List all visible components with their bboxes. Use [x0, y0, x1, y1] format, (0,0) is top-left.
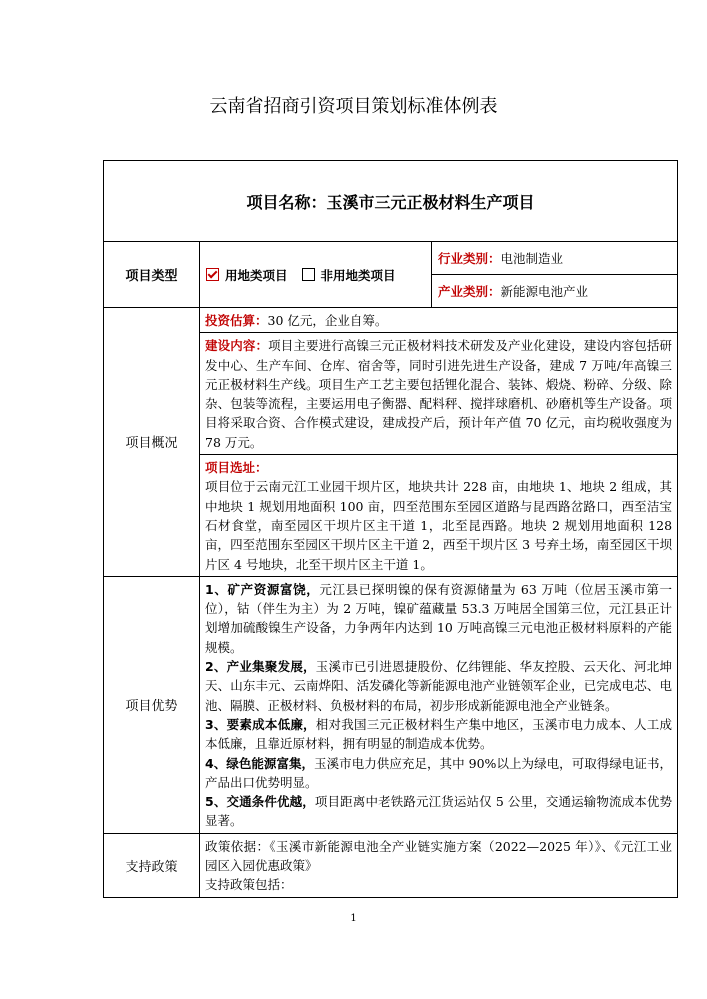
advantage-text: 玉溪市电力供应充足，其中 90%以上为绿电，可取得绿电证书，产品出口优势明显。 — [205, 755, 673, 790]
advantage-heading: 4、绿色能源富集， — [205, 755, 315, 771]
investment-value: 30 亿元，企业自筹。 — [267, 313, 388, 328]
project-site — [200, 455, 678, 577]
advantage-item — [205, 792, 672, 831]
sector-category — [432, 275, 678, 308]
sector-category-value: 新能源电池产业 — [500, 284, 589, 299]
project-name: 项目名称：玉溪市三元正极材料生产项目 — [104, 161, 678, 242]
site-value: 项目位于云南元江工业园干坝片区，地块共计 228 亩，由地块 1、地块 2 组成，其中地块 1 规划用地面积 100 亩，四至范围东至园区道路与昆西路岔路口，西至洁宝石材食堂，南至园区干坝片区主干道 1，北至昆西路。地块 2 规划用地面积 128 亩，四至范围东至园区干坝片区主干道 2，西至干坝片区 3 号弃土场，南至园区干坝片区 4 号地块，北至干坝片区主干道 1。 — [205, 479, 673, 572]
advantages-label: 项目优势 — [104, 576, 200, 833]
policy-support: 支持政策包括： — [205, 877, 293, 893]
industry-category — [432, 242, 678, 275]
page-number: 1 — [350, 913, 357, 924]
advantage-text: 项目距离中老铁路元江货运站仅 5 公里，交通运输物流成本优势显著。 — [205, 794, 673, 829]
project-type-label: 项目类型 — [104, 242, 200, 308]
sector-category-label: 产业类别： — [438, 284, 501, 299]
advantage-heading: 1、矿产资源富饶， — [205, 581, 320, 597]
advantage-heading: 2、产业集聚发展， — [205, 659, 316, 675]
policy-label: 支持政策 — [104, 833, 200, 897]
industry-category-label: 行业类别： — [438, 251, 501, 266]
policy-basis: 政策依据：《玉溪市新能源电池全产业链实施方案（2022—2025 年）》、《元江工业园区入园优惠政策》 — [205, 838, 673, 874]
advantage-item — [205, 715, 672, 754]
industry-category-value: 电池制造业 — [500, 251, 564, 266]
construction-value: 项目主要进行高镍三元正极材料技术研发及产业化建设，建设内容包括研发中心、生产车间、仓库、宿舍等，同时引进先进生产设备，建成 7 万吨/年高镍三元正极材料生产线。项目生产工艺主要包括锂化混合、装钵、煅烧、粉碎、分级、除杂、包装等流程，主要运用电子衡器、配料秤、搅拌球磨机、砂磨机等生产设备。项目将采取合资、合作模式建设，建成投产后，预计年产值 70 亿元，亩均税收强度为 78 万元。 — [205, 338, 673, 450]
advantage-heading: 3、要素成本低廉， — [205, 716, 316, 732]
advantage-text: 元江县已探明镍的保有资源储量为 63 万吨（位居玉溪市第一位），钴（伴生为主）为 2 万吨，镍矿蕴藏量 53.3 万吨居全国第三位，元江县正计划增加硫酸镍生产设备，力争两年内达到 10 万吨高镍三元电池正极材料原料的产能规模。 — [205, 581, 673, 655]
advantage-text: 相对我国三元正极材料生产集中地区，玉溪市电力成本、人工成本低廉，且靠近原材料，拥有明显的制造成本优势。 — [205, 716, 673, 752]
advantage-item — [205, 580, 672, 657]
site-label: 项目选址： — [205, 460, 268, 476]
land-use-checkbox[interactable] — [206, 268, 219, 281]
investment-estimate — [200, 308, 678, 333]
policy-content — [200, 833, 678, 897]
document-title: 云南省招商引资项目策划标准体例表 — [209, 96, 498, 117]
advantage-item — [205, 657, 672, 715]
advantage-heading: 5、交通条件优越， — [205, 794, 315, 810]
advantage-text: 玉溪市已引进恩捷股份、亿纬锂能、华友控股、云天化、河北坤天、山东丰元、云南烨阳、活发磷化等新能源电池产业链领军企业，已完成电芯、电池、隔膜、正极材料、负极材料的布局，初步形成新能源电池全产业链条。 — [205, 659, 673, 713]
advantage-item — [205, 754, 672, 793]
non-land-use-checkbox[interactable] — [302, 268, 315, 281]
construction-label: 建设内容： — [205, 338, 269, 354]
project-type-options — [200, 242, 432, 308]
advantages-content — [200, 576, 678, 833]
project-table — [103, 160, 678, 898]
investment-label: 投资估算： — [205, 313, 268, 328]
land-use-label: 用地类项目 — [225, 267, 288, 283]
overview-label: 项目概况 — [104, 308, 200, 577]
construction-content — [200, 333, 678, 455]
non-land-use-label: 非用地类项目 — [320, 267, 396, 283]
